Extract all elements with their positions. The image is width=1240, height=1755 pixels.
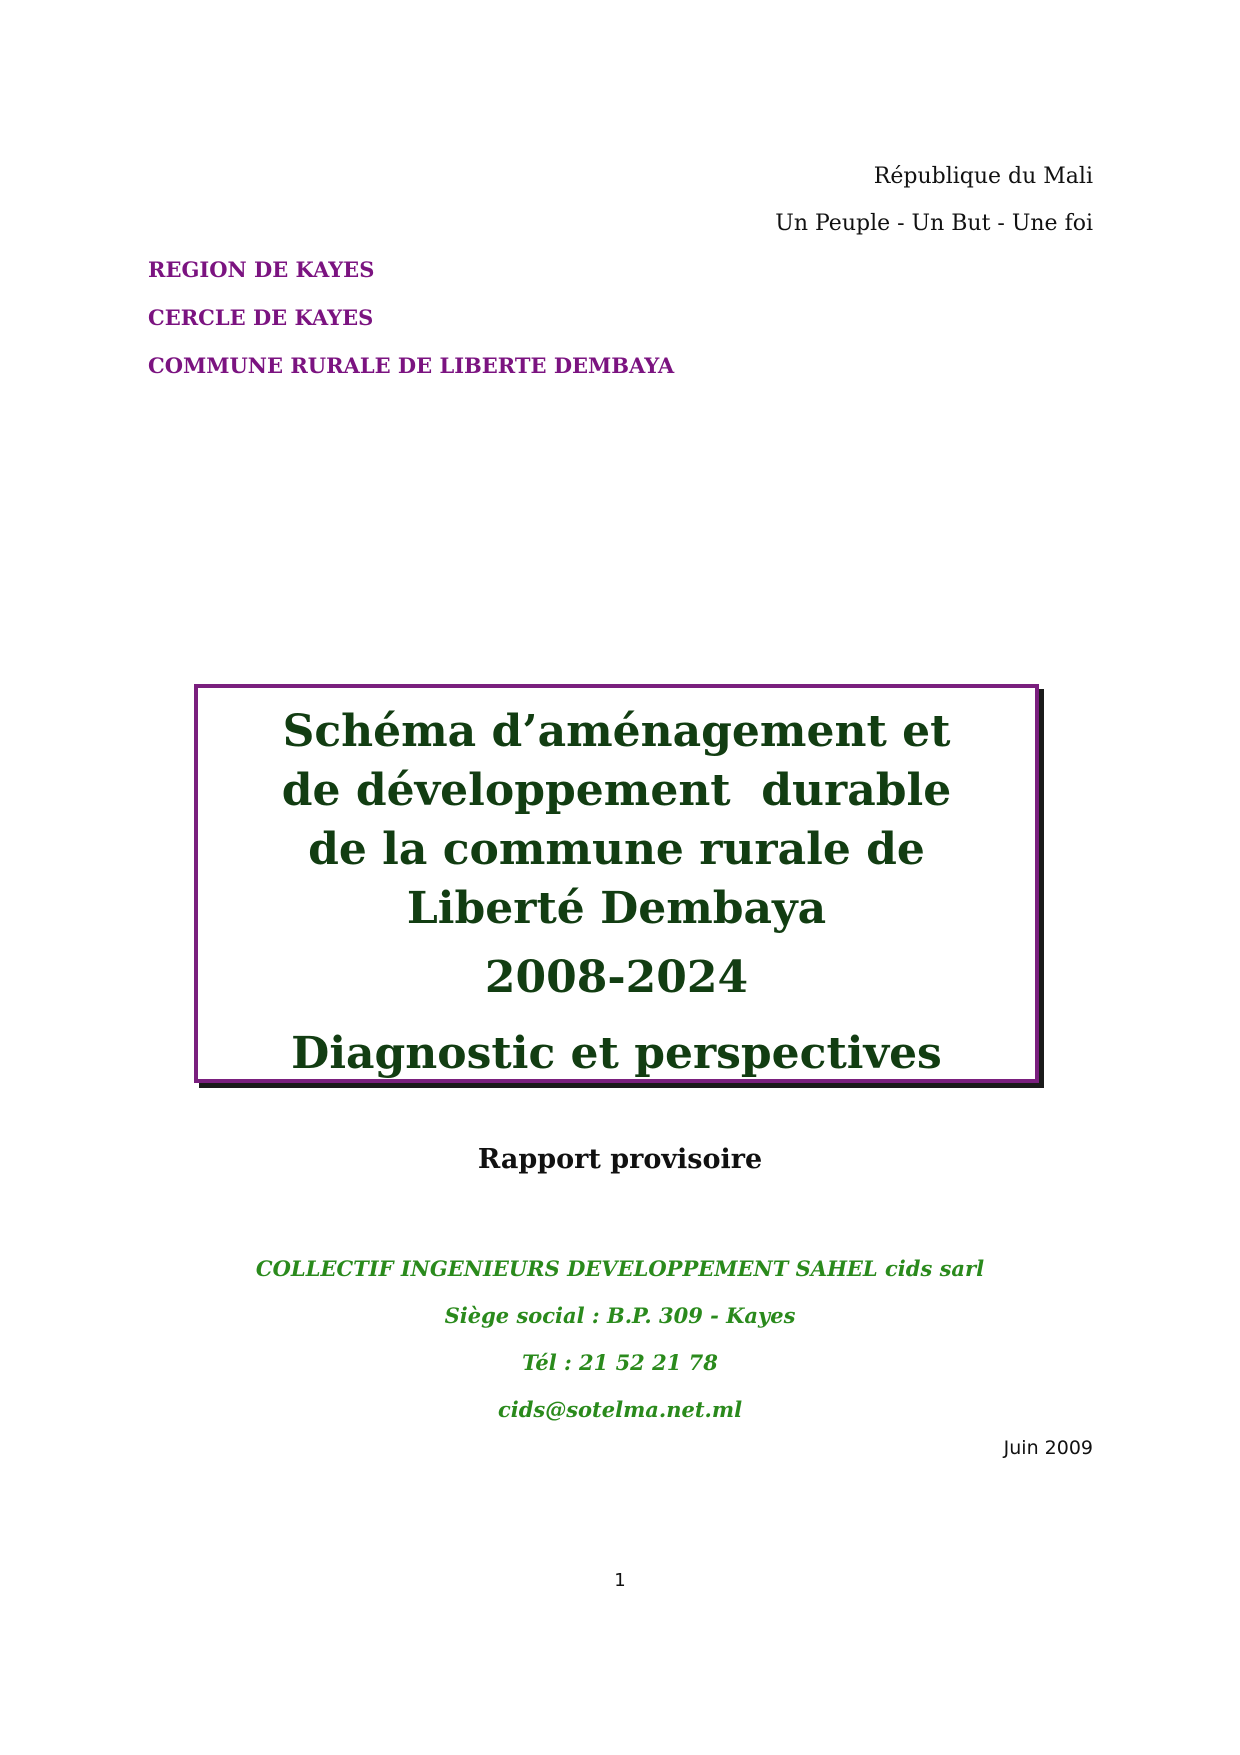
period-years: 2008-2024 [484,952,749,1003]
country-header [775,153,1093,247]
title-line-1: Schéma d’aménagement et [282,706,951,757]
title-line-3: de la commune rurale de [308,824,925,875]
document-subtitle: Diagnostic et perspectives [291,1028,942,1079]
document-title [198,702,1035,938]
organization-block [0,1245,1240,1433]
country-name: République du Mali [873,164,1093,189]
title-line-4: Liberté Dembaya [406,883,827,934]
page-number: 1 [614,1570,626,1591]
organization-address: Siège social : B.P. 309 - Kayes [444,1303,796,1328]
document-date: Juin 2009 [1003,1437,1093,1459]
title-box [194,684,1039,1083]
organization-name: COLLECTIF INGENIEURS DEVELOPPEMENT SAHEL cids sarl [255,1256,985,1281]
national-motto: Un Peuple - Un But - Une foi [775,211,1093,236]
organization-phone: Tél : 21 52 21 78 [522,1350,718,1375]
region-label: REGION DE KAYES [148,257,375,282]
organization-email: cids@sotelma.net.ml [497,1397,743,1422]
title-line-2: de développement durable [281,765,952,816]
administrative-header [148,246,674,390]
commune-label: COMMUNE RURALE DE LIBERTE DEMBAYA [148,353,675,378]
cercle-label: CERCLE DE KAYES [148,305,374,330]
report-status: Rapport provisoire [477,1144,763,1175]
